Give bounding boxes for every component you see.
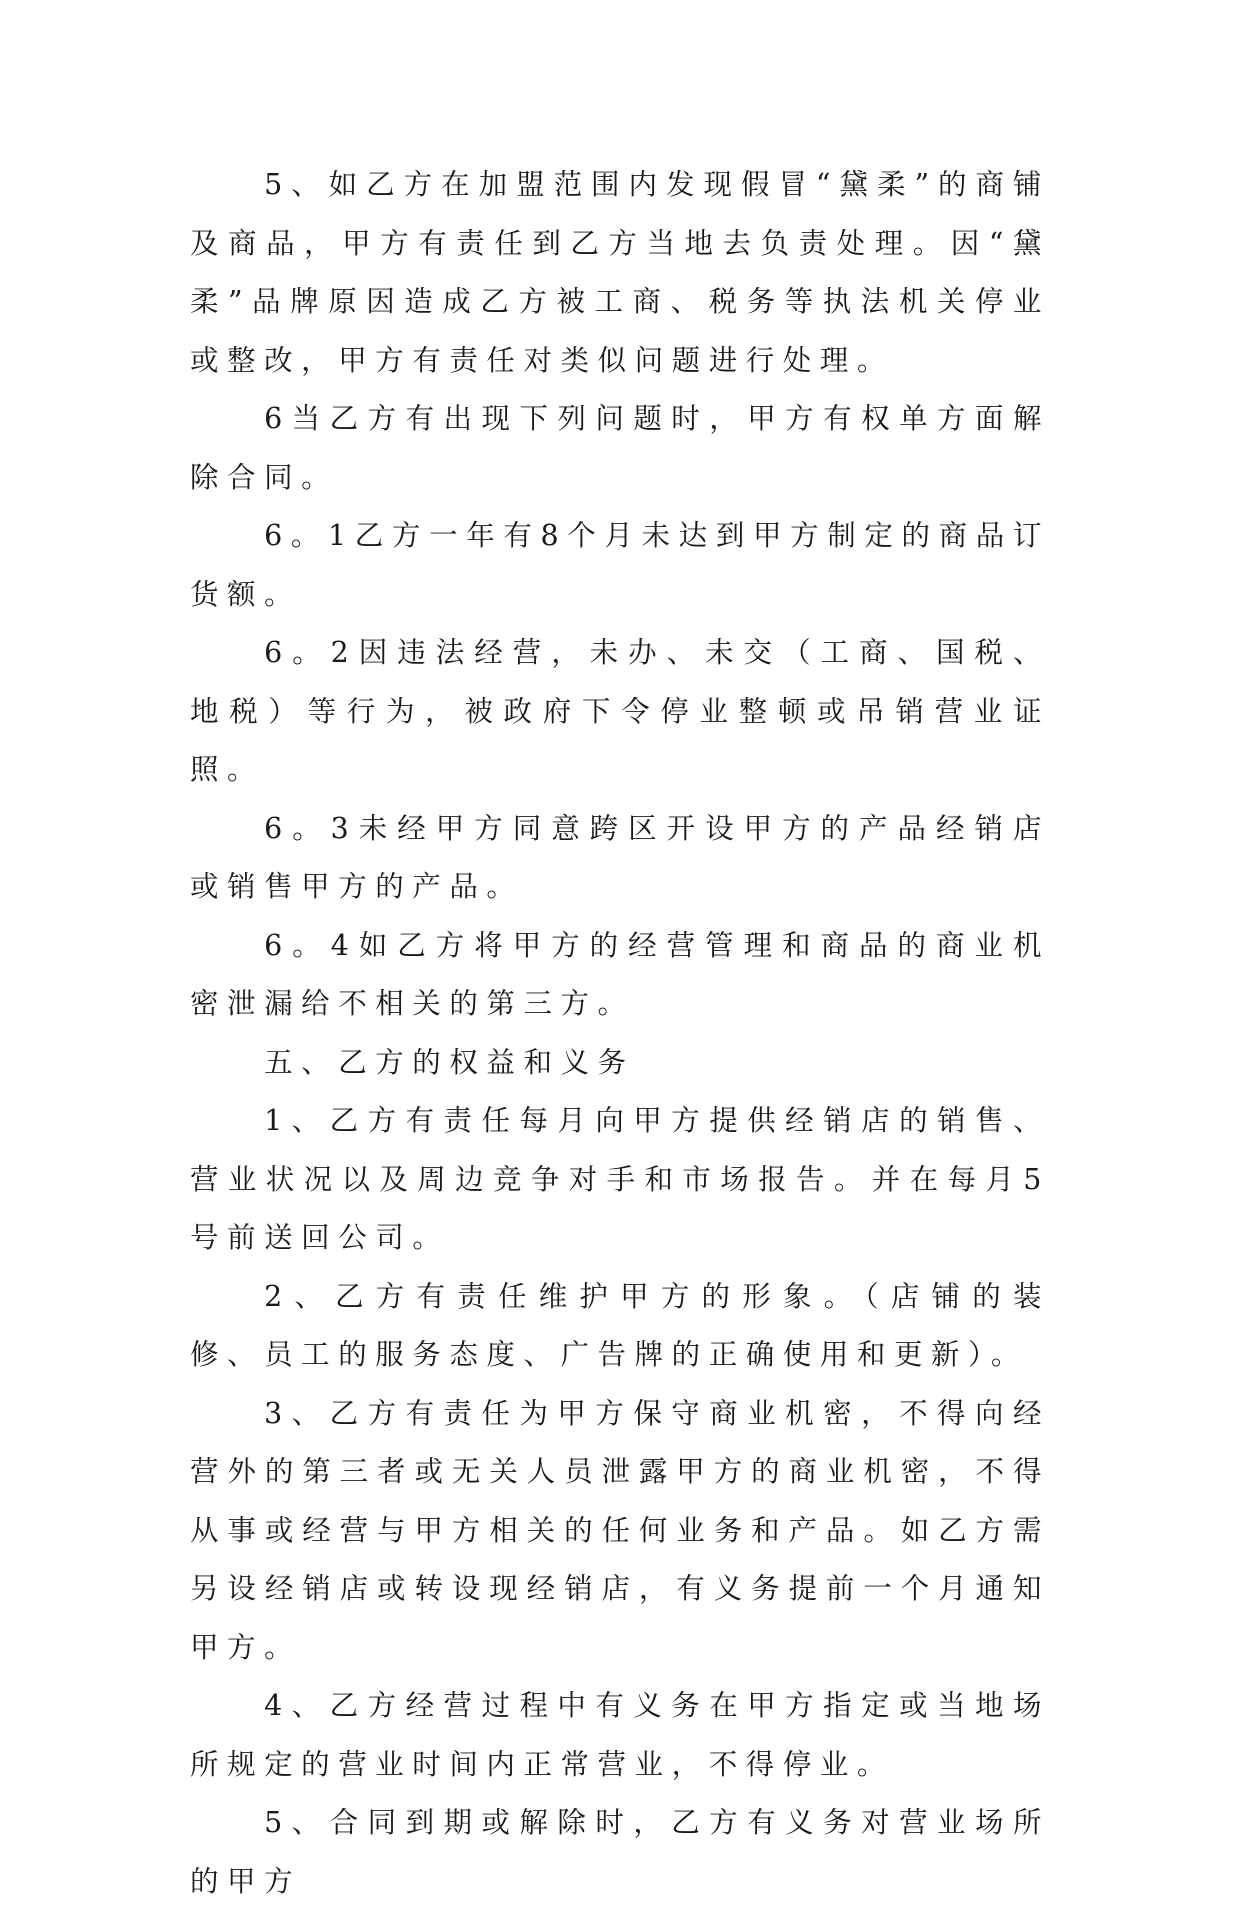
clause-5-5: 5、合同到期或解除时，乙方有义务对营业场所的甲方 xyxy=(190,1806,1050,1898)
section-heading-5: 五、乙方的权益和义务 xyxy=(264,1045,635,1079)
clause-4-6-4: 6。4如乙方将甲方的经营管理和商品的商业机密泄漏给不相关的第三方。 xyxy=(190,928,1050,1020)
clause-4-6: 6当乙方有出现下列问题时，甲方有权单方面解除合同。 xyxy=(190,402,1050,494)
clause-4-6-1: 6。1乙方一年有8个月未达到甲方制定的商品订货额。 xyxy=(190,519,1050,611)
clause-5-1: 1、乙方有责任每月向甲方提供经销店的销售、营业状况以及周边竞争对手和市场报告。并在每月5号前送回公司。 xyxy=(190,1104,1050,1254)
clause-4-5: 5、如乙方在加盟范围内发现假冒“黛柔”的商铺及商品，甲方有责任到乙方当地去负责处理。因“黛柔”品牌原因造成乙方被工商、税务等执法机关停业或整改，甲方有责任对类似问题进行处理。 xyxy=(190,168,1050,377)
document-body xyxy=(190,156,1050,1911)
clause-5-3: 3、乙方有责任为甲方保守商业机密，不得向经营外的第三者或无关人员泄露甲方的商业机密，不得从事或经营与甲方相关的任何业务和产品。如乙方需另设经销店或转设现经销店，有义务提前一个月通知甲方。 xyxy=(190,1396,1050,1664)
clause-4-6-2: 6。2因违法经营，未办、未交（工商、国税、地税）等行为，被政府下令停业整顿或吊销营业证照。 xyxy=(190,636,1050,786)
clause-5-2: 2、乙方有责任维护甲方的形象。（店铺的装修、员工的服务态度、广告牌的正确使用和更新）。 xyxy=(190,1279,1050,1371)
clause-4-6-3: 6。3未经甲方同意跨区开设甲方的产品经销店或销售甲方的产品。 xyxy=(190,811,1050,903)
clause-5-4: 4、乙方经营过程中有义务在甲方指定或当地场所规定的营业时间内正常营业，不得停业。 xyxy=(190,1689,1050,1781)
